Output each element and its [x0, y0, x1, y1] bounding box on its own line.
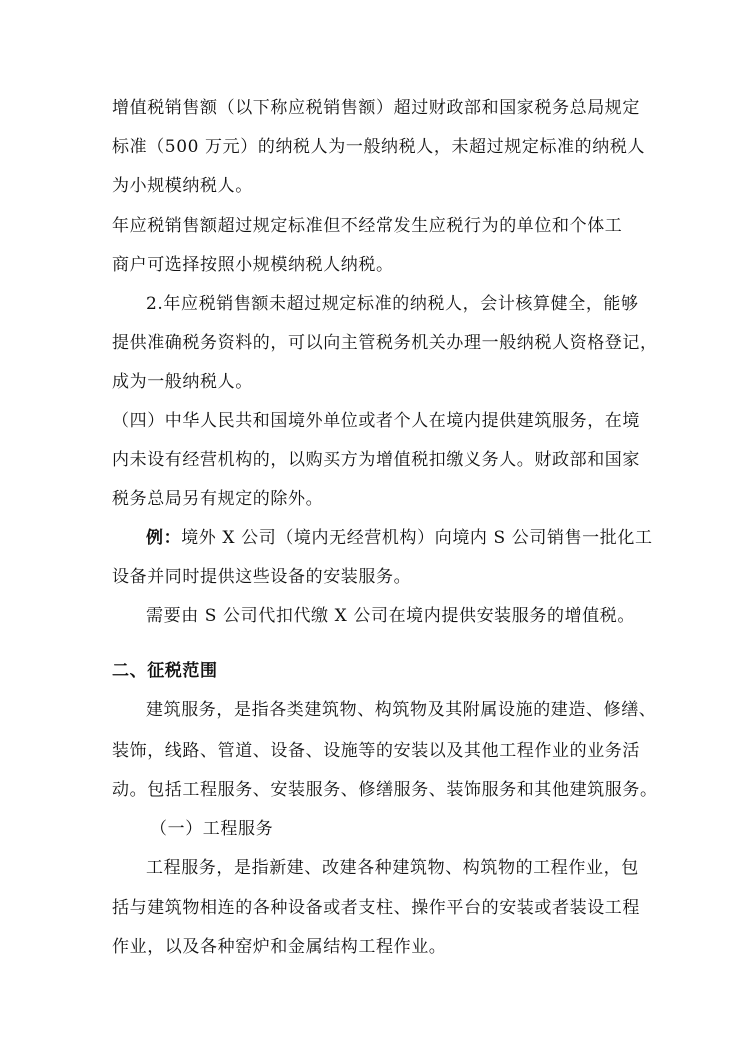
- paragraph-line: 装饰，线路、管道、设备、设施等的安装以及其他工程作业的业务活: [112, 741, 640, 761]
- example-line: [146, 528, 653, 548]
- paragraph-line: 工程服务，是指新建、改建各种建筑物、构筑物的工程作业，包: [146, 858, 639, 878]
- paragraph-line: 需要由 S 公司代扣代缴 X 公司在境内提供安装服务的增值税。: [146, 606, 635, 626]
- paragraph-line: 商户可选择按照小规模纳税人纳税。: [112, 255, 394, 275]
- section-heading: 二、征税范围: [112, 661, 218, 681]
- paragraph-line: 设备并同时提供这些设备的安装服务。: [112, 567, 412, 587]
- paragraph-line: 动。包括工程服务、安装服务、修缮服务、装饰服务和其他建筑服务。: [112, 780, 658, 800]
- paragraph-line: 建筑服务，是指各类建筑物、构筑物及其附属设施的建造、修缮、: [146, 700, 657, 720]
- paragraph-line: 2.年应税销售额未超过规定标准的纳税人，会计核算健全，能够: [146, 294, 639, 314]
- paragraph-line: 内未设有经营机构的，以购买方为增值税扣缴义务人。财政部和国家: [112, 450, 640, 470]
- paragraph-line: 增值税销售额（以下称应税销售额）超过财政部和国家税务总局规定: [112, 98, 640, 118]
- paragraph-line: 提供准确税务资料的，可以向主管税务机关办理一般纳税人资格登记，: [112, 333, 658, 353]
- paragraph-line: 标准（500 万元）的纳税人为一般纳税人，未超过规定标准的纳税人: [112, 137, 646, 157]
- paragraph-line: 括与建筑物相连的各种设备或者支柱、操作平台的安装或者装设工程: [112, 898, 640, 918]
- paragraph-line: 作业，以及各种窑炉和金属结构工程作业。: [112, 937, 447, 957]
- paragraph-line: 税务总局另有规定的除外。: [112, 489, 324, 509]
- example-label: 例：: [146, 528, 182, 548]
- example-text: 境外 X 公司（境内无经营机构）向境内 S 公司销售一批化工: [181, 528, 653, 548]
- paragraph-line: （四）中华人民共和国境外单位或者个人在境内提供建筑服务，在境: [112, 411, 640, 431]
- subsection-heading: （一）工程服务: [150, 819, 274, 839]
- paragraph-line: 成为一般纳税人。: [112, 372, 253, 392]
- paragraph-line: 为小规模纳税人。: [112, 176, 253, 196]
- paragraph-line: 年应税销售额超过规定标准但不经常发生应税行为的单位和个体工: [112, 216, 623, 236]
